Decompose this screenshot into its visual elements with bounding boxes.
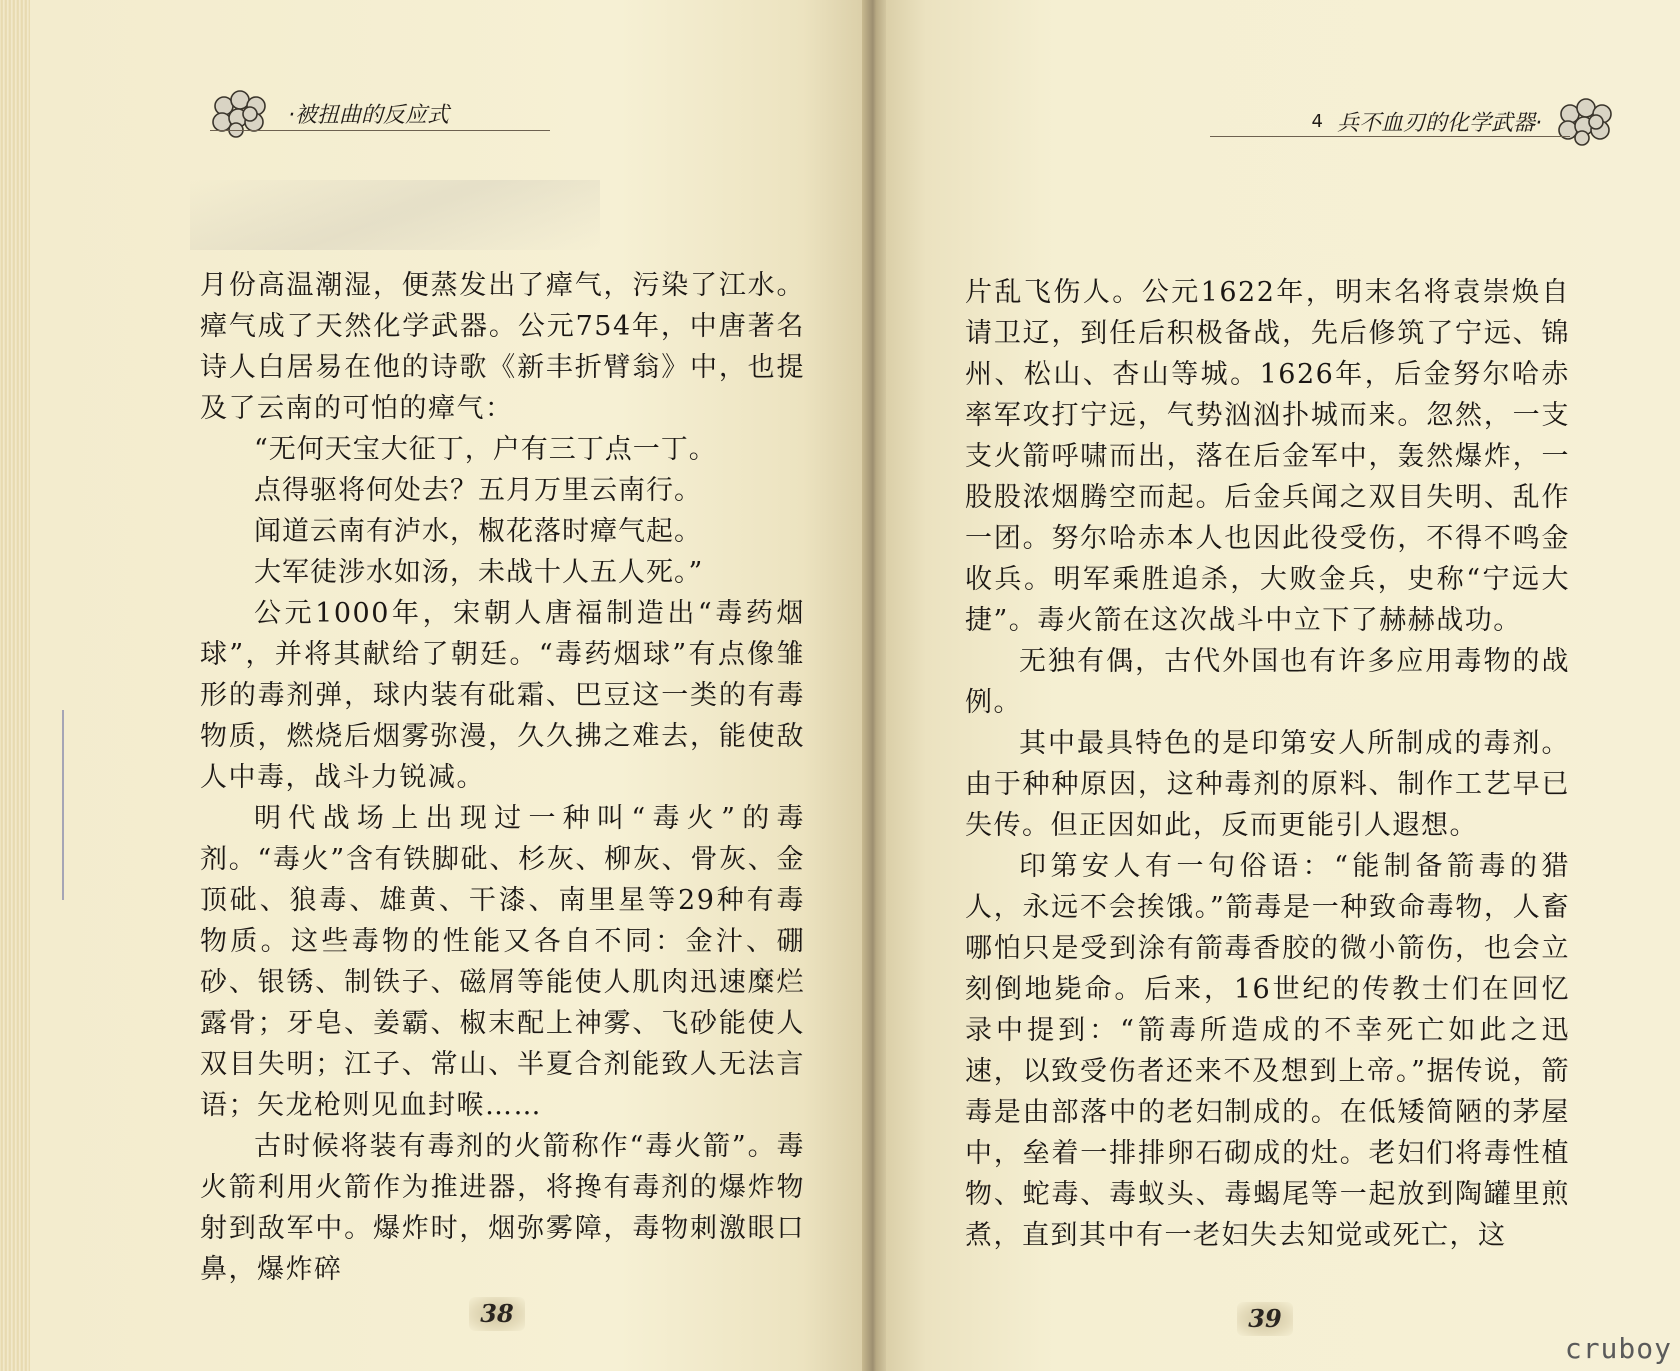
left-page-number: 38 (469, 1297, 525, 1331)
poem-line: 点得驱将何处去？五月万里云南行。 (254, 475, 702, 506)
molecule-icon (1556, 96, 1620, 146)
paragraph: 印第安人有一句俗语：“能制备箭毒的猎人，永远不会挨饿。”箭毒是一种致命毒物，人畜哪怕只是受到涂有箭毒香胶的微小箭伤，也会立刻倒地毙命。后来，16世纪的传教士们在回忆录中提到：“箭毒所造成的不幸死亡如此之迅速，以致受伤者还来不及想到上帝。”据传说，箭毒是由部落中的老妇制成的。在低矮简陋的茅屋中，垒着一排排卵石砌成的灶。老妇们将毒性植物、蛇毒、毒蚁头、毒蝎尾等一起放到陶罐里煎煮，直到其中有一老妇失去知觉或死亡，这 (965, 851, 1570, 1251)
right-page-body (965, 272, 1570, 1256)
chapter-number: 4 (1311, 110, 1323, 132)
right-running-header (1312, 96, 1620, 146)
poem-line: 大军徒涉水如汤，未战十人五人死。” (254, 557, 704, 588)
paragraph: 月份高温潮湿，便蒸发出了瘴气，污染了江水。瘴气成了天然化学武器。公元754年，中唐著名诗人白居易在他的诗歌《新丰折臂翁》中，也提及了云南的可怕的瘴气： (200, 270, 805, 424)
paragraph: 古时候将装有毒剂的火箭称作“毒火箭”。毒火箭利用火箭作为推进器，将搀有毒剂的爆炸物射到敌军中。爆炸时，烟弥雾障，毒物刺激眼口鼻，爆炸碎 (200, 1131, 805, 1285)
left-header-rule (210, 130, 550, 131)
paragraph: 公元1000年，宋朝人唐福制造出“毒药烟球”，并将其献给了朝廷。“毒药烟球”有点像雏形的毒剂弹，球内装有砒霜、巴豆这一类的有毒物质，燃烧后烟雾弥漫，久久拂之难去，能使敌人中毒，战斗力锐减。 (200, 598, 805, 793)
paragraph: 明代战场上出现过一种叫“毒火”的毒剂。“毒火”含有铁脚砒、杉灰、柳灰、骨灰、金顶砒、狼毒、雄黄、干漆、南里星等29种有毒物质。这些毒物的性能又各自不同：金汁、硼砂、银锈、制铁子、磁屑等能使人肌肉迅速糜烂露骨；牙皂、姜霸、椒末配上神雾、飞砂能使人双目失明；江子、常山、半夏合剂能致人无法言语；矢龙枪则见血封喉…… (200, 803, 805, 1121)
right-page-number: 39 (1237, 1302, 1293, 1336)
margin-pen-mark (62, 710, 82, 900)
right-header-title: 兵不血刃的化学武器· (1337, 110, 1542, 136)
book-gutter (862, 0, 886, 1371)
left-header-title: ·被扭曲的反应式 (288, 102, 449, 128)
paragraph: 其中最具特色的是印第安人所制成的毒剂。由于种种原因，这种毒剂的原料、制作工艺早已失传。但正因如此，反而更能引人遐想。 (965, 728, 1570, 841)
left-page-body (200, 265, 805, 1290)
scanner-watermark: cruboy (1564, 1332, 1672, 1365)
right-header-rule (1210, 136, 1570, 137)
paragraph: 无独有偶，古代外国也有许多应用毒物的战例。 (965, 646, 1570, 718)
show-through-shadow (190, 180, 600, 250)
paragraph: 片乱飞伤人。公元1622年，明末名将袁崇焕自请卫辽，到任后积极备战，先后修筑了宁远、锦州、松山、杏山等城。1626年，后金努尔哈赤率军攻打宁远，气势汹汹扑城而来。忽然，一支支火箭呼啸而出，落在后金军中，轰然爆炸，一股股浓烟腾空而起。后金兵闻之双目失明、乱作一团。努尔哈赤本人也因此役受伤，不得不鸣金收兵。明军乘胜追杀，大败金兵，史称“宁远大捷”。毒火箭在这次战斗中立下了赫赫战功。 (965, 277, 1570, 636)
poem-line: “无何天宝大征丁，户有三丁点一丁。 (254, 434, 717, 465)
poem-line: 闻道云南有泸水，椒花落时瘴气起。 (254, 516, 702, 547)
